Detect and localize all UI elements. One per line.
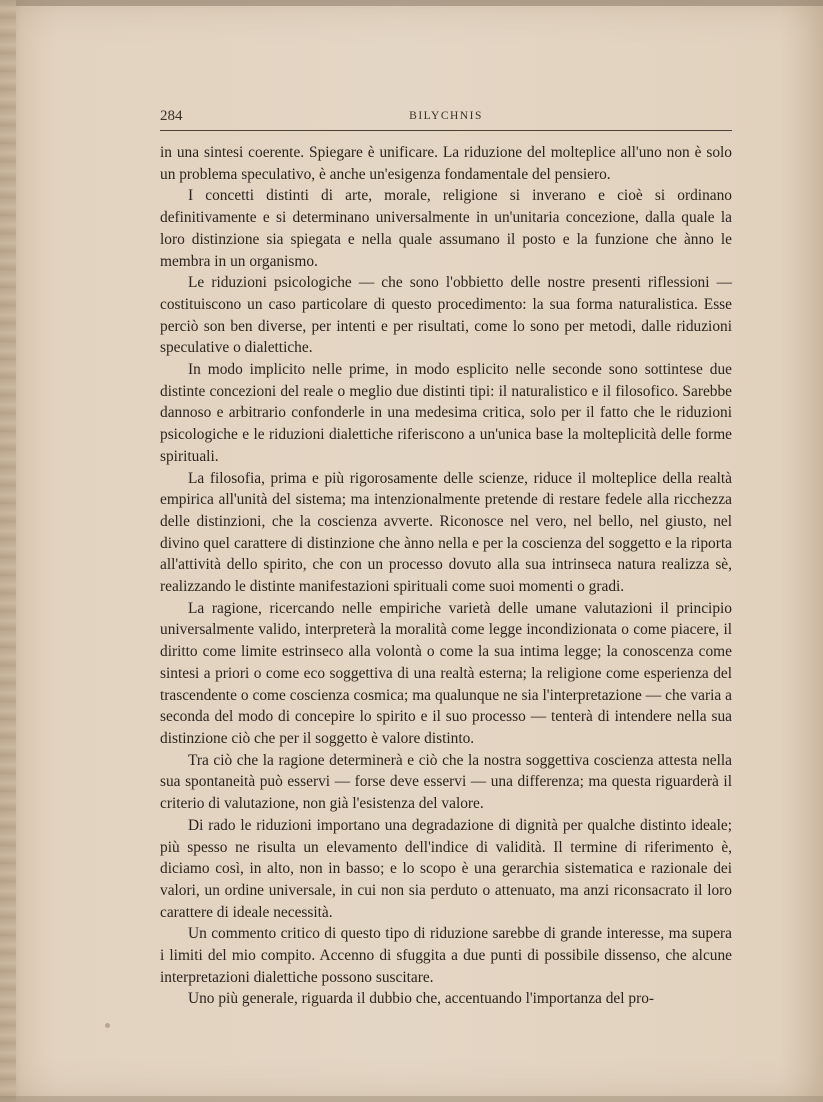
running-head: BILYCHNIS bbox=[409, 110, 483, 122]
paragraph: Uno più generale, riguarda il dubbio che, accentuando l'importanza del pro- bbox=[188, 990, 655, 1008]
body-text bbox=[160, 142, 732, 1008]
paragraph: I concetti distinti di arte, morale, religione si inverano e cioè si ordinano definitivamente e si determinano universalmente in un'unitaria concezione, dalla quale la loro distinzione sia spiegata e nella quale assumano il posto e la funzione che ànno le membra in un organismo. bbox=[160, 187, 732, 270]
paragraph: Tra ciò che la ragione determinerà e ciò che la nostra soggettiva coscienza attesta nella sua spontaneità può esservi — forse deve esservi — una differenza; ma questa riguarderà il criterio di valutazione, non già l'esistenza del valore. bbox=[160, 751, 732, 813]
page-top-edge bbox=[0, 0, 823, 6]
paragraph: Un commento critico di questo tipo di riduzione sarebbe di grande interesse, ma supera i limiti del mio compito. Accenno di sfuggita a due punti di possibile dissenso, che alcune interpretazioni dialettiche possono suscitare. bbox=[160, 925, 732, 986]
paragraph: La ragione, ricercando nelle empiriche varietà delle umane valutazioni il principio universalmente valido, interpreterà la moralità come legge incondizionata o come piacere, il diritto come limite estrinseco alla volontà o come la sua intima legge; la conoscenza come sintesi a priori o come eco soggettiva di una realtà esterna; la religione come esperienza del trascendente o come coscienza cosmica; ma qualunque ne sia l'interpretazione — che varia a seconda del modo di concepire lo spirito e il suo processo — tenterà di intendere nella sua distinzione ciò che per il soggetto è valore distinto. bbox=[160, 599, 732, 747]
paragraph: La filosofia, prima e più rigorosamente delle scienze, riduce il molteplice della realtà empirica all'unità del sistema; ma intenzionalmente pretende di restare fedele alla ricchezza delle distinzioni, che la coscienza avverte. Riconosce nel vero, nel bello, nel giusto, nel divino quel carattere di distinzione che ànno nella e per la coscienza del soggetto e la riporta all'attività dello spirito, che con un processo dovuto alla sua intrinseca natura realizza sè, realizzando le distinte manifestazioni spirituali come suoi momenti o gradi. bbox=[160, 469, 732, 596]
ink-spot bbox=[105, 1023, 110, 1028]
page-number: 284 bbox=[160, 108, 183, 124]
paragraph: Le riduzioni psicologiche — che sono l'obbietto delle nostre presenti riflessioni — costituiscono un caso particolare di questo procedimento: la sua forma naturalistica. Esse perciò son ben diverse, per intenti e per risultati, come lo sono per metodi, dalle riduzioni speculative o dialettiche. bbox=[160, 274, 732, 357]
page-binding-edge bbox=[0, 0, 16, 1102]
page-bottom-edge bbox=[0, 1096, 823, 1102]
paragraph: In modo implicito nelle prime, in modo esplicito nelle seconde sono sottintese due distinte concezioni del reale o meglio due distinti tipi: il naturalistico e il filosofico. Sarebbe dannoso e arbitrario confonderle in una medesima critica, solo per il fatto che le riduzioni psicologiche e le riduzioni dialettiche riferiscono a un'unica base la molteplicità delle forme spirituali. bbox=[160, 361, 732, 465]
paragraph: Di rado le riduzioni importano una degradazione di dignità per qualche distinto ideale; più spesso ne risulta un elevamento dell'indice di validità. Il termine di riferimento è, diciamo così, in alto, non in basso; e lo scopo è una gerarchia sistematica e razionale dei valori, un ordine universale, in cui non sia perduto o attenuato, ma anzi riconsacrato il loro carattere di ideale necessità. bbox=[160, 816, 732, 921]
page-header bbox=[160, 108, 732, 131]
paragraph: in una sintesi coerente. Spiegare è unificare. La riduzione del molteplice all'uno non è solo un problema speculativo, è anche un'esigenza fondamentale del pensiero. bbox=[160, 144, 732, 183]
